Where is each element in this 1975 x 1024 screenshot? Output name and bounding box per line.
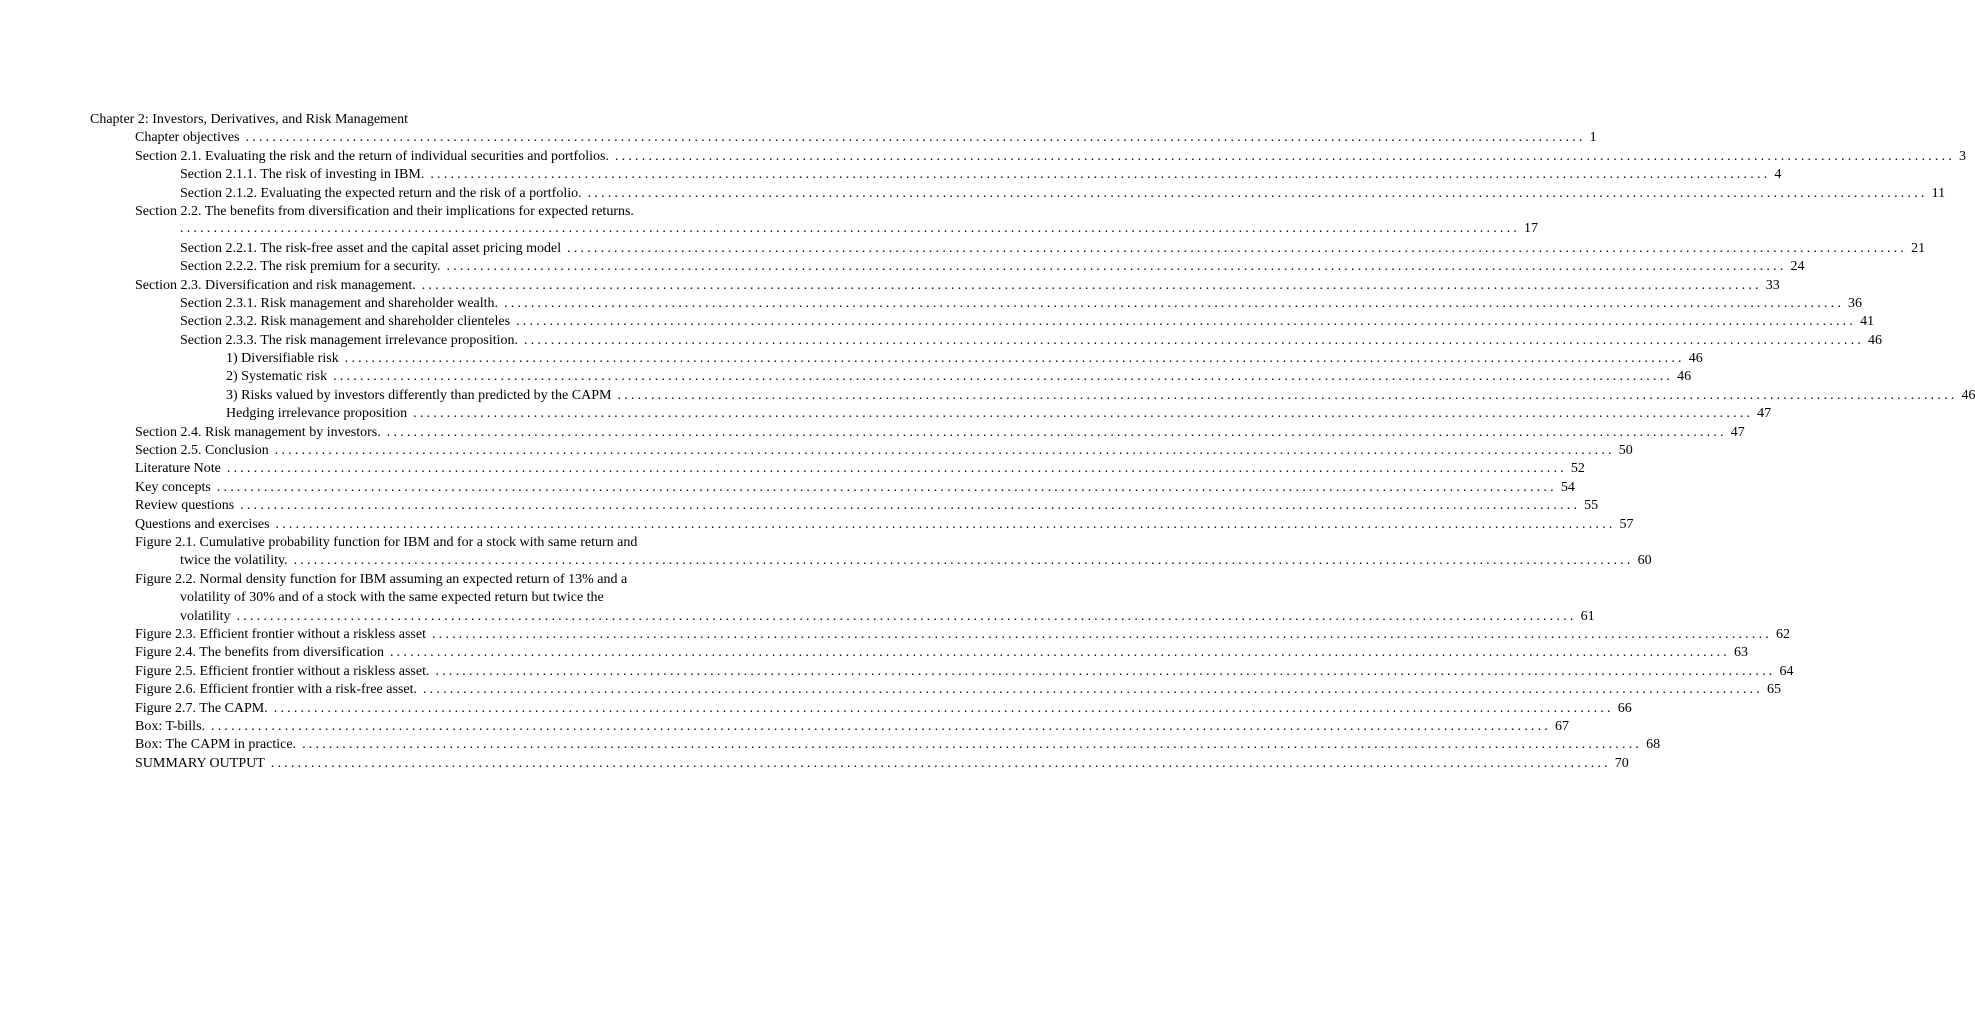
toc-entry-figure-2-2-cont2 <box>90 608 1595 626</box>
toc-page-number: 46 <box>1677 369 1692 385</box>
toc-entry-text: Figure 2.1. Cumulative probability function for IBM and for a stock with same return and <box>135 534 638 550</box>
toc-entry-section-2-2-1 <box>90 240 1926 258</box>
toc-entry-section-2-3-2 <box>90 313 1875 331</box>
toc-entry-text: twice the volatility. <box>180 553 288 569</box>
toc-page-number: 36 <box>1848 295 1863 311</box>
toc-page-number: 17 <box>1524 221 1538 237</box>
toc-page-number: 1 <box>1589 130 1597 146</box>
toc-page-number: 46 <box>1867 332 1882 348</box>
toc-entry-text: Literature Note <box>135 461 221 477</box>
toc-page-number: 65 <box>1766 682 1781 698</box>
toc-entry-figure-2-3 <box>90 626 1790 644</box>
toc-entry-figure-2-4 <box>90 644 1748 662</box>
toc-entry-text: Section 2.2. The benefits from diversification and their implications for expected returns. <box>135 203 634 219</box>
toc-page-number: 47 <box>1730 424 1745 440</box>
toc-entry-section-2-2 <box>90 203 680 221</box>
toc-entry-text: Section 2.3. Diversification and risk management. <box>135 277 416 293</box>
toc-entry-section-2-3 <box>90 277 1780 295</box>
toc-entry-figure-2-5 <box>90 663 1794 681</box>
toc-entry-section-2-3-1 <box>90 295 1863 313</box>
toc-entry-section-2-2-2 <box>90 258 1805 276</box>
toc-page-number: 68 <box>1646 737 1661 753</box>
toc-page-number: 4 <box>1774 167 1782 183</box>
dot-leader: ........................................................................................................................................................................................................ <box>344 351 1685 367</box>
toc-entry-text: SUMMARY OUTPUT <box>135 755 265 771</box>
toc-entry-text: Section 2.5. Conclusion <box>135 443 269 459</box>
toc-entry-text: 2) Systematic risk <box>226 369 328 385</box>
toc-entry-figure-2-2 <box>90 571 680 589</box>
dot-leader: ........................................................................................................................................................................................................ <box>504 295 1845 311</box>
toc-entry-text: Key concepts <box>135 479 211 495</box>
toc-entry-box-t-bills <box>90 718 1570 736</box>
toc-entry-section-2-3-3 <box>90 332 1882 350</box>
toc-entry-figure-2-7 <box>90 700 1632 718</box>
toc-page-number: 11 <box>1931 185 1946 201</box>
dot-leader: ........................................................................................................................................................................................................ <box>333 369 1674 385</box>
toc-entry-text: Figure 2.3. Efficient frontier without a riskless asset <box>135 626 426 642</box>
toc-entry-box-capm-in-practice <box>90 736 1661 754</box>
toc-page-number: 24 <box>1790 259 1805 275</box>
toc-entry-diversifiable-risk <box>90 350 1703 368</box>
toc-entry-text: Section 2.2.2. The risk premium for a security. <box>180 259 441 275</box>
toc-page-number: 50 <box>1618 443 1633 459</box>
dot-leader: ........................................................................................................................................................................................................ <box>422 682 1763 698</box>
toc-page-number: 64 <box>1779 663 1794 679</box>
toc-page-number: 47 <box>1757 406 1772 422</box>
toc-entry-text: Section 2.3.1. Risk management and shareholder wealth. <box>180 295 499 311</box>
dot-leader: ........................................................................................................................................................................................................ <box>302 737 1643 753</box>
toc-page-number: 60 <box>1637 553 1652 569</box>
toc-entry-risks-valued <box>90 387 1975 405</box>
dot-leader: ........................................................................................................................................................................................................ <box>421 277 1762 293</box>
toc-entry-text: Section 2.4. Risk management by investors. <box>135 424 381 440</box>
toc-entry-systematic-risk <box>90 368 1692 386</box>
toc-entry-text: Review questions <box>135 498 235 514</box>
dot-leader: ........................................................................................................................................................................................................ <box>275 516 1616 532</box>
toc-entry-key-concepts <box>90 479 1575 497</box>
toc-entry-text: Figure 2.4. The benefits from diversification <box>135 645 384 661</box>
toc-page-number: 3 <box>1958 148 1966 164</box>
toc-page-number: 41 <box>1860 314 1875 330</box>
toc-entry-text: 3) Risks valued by investors differently than predicted by the CAPM <box>226 387 612 403</box>
toc-entry-text: 1) Diversifiable risk <box>226 351 339 367</box>
toc-entry-text: Section 2.3.3. The risk management irrelevance proposition. <box>180 332 518 348</box>
toc-entry-section-2-1 <box>90 148 1966 166</box>
dot-leader: ........................................................................................................................................................................................................ <box>587 185 1928 201</box>
dot-leader: ........................................................................................................................................................................................................ <box>236 608 1577 624</box>
dot-leader: ........................................................................................................................................................................................................ <box>216 479 1557 495</box>
toc-page-number: 46 <box>1961 387 1975 403</box>
toc-entry-text: Hedging irrelevance proposition <box>226 406 408 422</box>
toc-entry-text: Figure 2.2. Normal density function for IBM assuming an expected return of 13% and a <box>135 571 628 587</box>
toc-entry-literature-note <box>90 460 1585 478</box>
toc-page-number: 55 <box>1584 498 1599 514</box>
toc-entry-text: Box: T-bills. <box>135 718 206 734</box>
toc-entry-hedging-irrelevance <box>90 405 1772 423</box>
dot-leader: ........................................................................................................................................................................................................ <box>446 259 1787 275</box>
toc-entry-text: Questions and exercises <box>135 516 270 532</box>
toc-entry-figure-2-1 <box>90 534 680 552</box>
dot-leader: ........................................................................................................................................................................................................ <box>273 700 1614 716</box>
dot-leader: ........................................................................................................................................................................................................ <box>211 718 1552 734</box>
toc-entry-section-2-1-2 <box>90 185 1946 203</box>
toc-entry-text: volatility of 30% and of a stock with the same expected return but twice the <box>180 590 604 606</box>
dot-leader: ........................................................................................................................................................................................................ <box>523 332 1864 348</box>
dot-leader: ........................................................................................................................................................................................................ <box>270 755 1611 771</box>
dot-leader: ........................................................................................................................................................................................................ <box>389 645 1730 661</box>
toc-entry-text: Figure 2.6. Efficient frontier with a risk-free asset. <box>135 682 417 698</box>
dot-leader: ........................................................................................................................................................................................................ <box>567 240 1908 256</box>
toc-entry-text: Section 2.2.1. The risk-free asset and the capital asset pricing model <box>180 240 562 256</box>
chapter-title: Chapter 2: Investors, Derivatives, and Risk Management <box>90 112 409 127</box>
toc-page-number: 70 <box>1614 755 1629 771</box>
toc-entry-figure-2-6 <box>90 681 1781 699</box>
toc-entry-text: Figure 2.7. The CAPM. <box>135 700 268 716</box>
dot-leader: ........................................................................................................................................................................................................ <box>435 663 1776 679</box>
toc-entry-section-2-4 <box>90 424 1745 442</box>
toc-page-number: 21 <box>1911 240 1926 256</box>
toc-entry-text: Section 2.1.2. Evaluating the expected return and the risk of a portfolio. <box>180 185 582 201</box>
toc-entry-summary-output <box>90 755 1629 773</box>
toc-page-number: 66 <box>1617 700 1632 716</box>
toc-entry-text: Chapter objectives <box>135 130 240 146</box>
toc-entry-text: Section 2.3.2. Risk management and shareholder clienteles <box>180 314 511 330</box>
dot-leader: ........................................................................................................................................................................................................ <box>274 443 1615 459</box>
toc-entry-review-questions <box>90 497 1599 515</box>
toc-entry-text: Figure 2.5. Efficient frontier without a riskless asset. <box>135 663 430 679</box>
table-of-contents <box>90 111 1975 773</box>
toc-page-number: 54 <box>1560 479 1575 495</box>
toc-entry-text: volatility <box>180 608 231 624</box>
toc-entry-section-2-5 <box>90 442 1633 460</box>
dot-leader: ........................................................................................................................................................................................................ <box>240 498 1581 514</box>
dot-leader: ........................................................................................................................................................................................................ <box>516 314 1857 330</box>
toc-entry-text: Section 2.1. Evaluating the risk and the return of individual securities and portfolios. <box>135 148 609 164</box>
toc-page-number: 61 <box>1580 608 1595 624</box>
toc-entry-chapter-objectives <box>90 129 1597 147</box>
toc-page-number: 62 <box>1775 626 1790 642</box>
toc-page-number: 52 <box>1570 461 1585 477</box>
dot-leader: ........................................................................................................................................................................................................ <box>617 387 1958 403</box>
toc-page-number: 33 <box>1765 277 1780 293</box>
dot-leader: ........................................................................................................................................................................................................ <box>413 406 1754 422</box>
toc-entry-text: Box: The CAPM in practice. <box>135 737 297 753</box>
toc-entry-figure-2-2-cont <box>90 589 680 607</box>
toc-page-number: 57 <box>1619 516 1634 532</box>
toc-entry-text: Section 2.1.1. The risk of investing in IBM. <box>180 167 425 183</box>
dot-leader: ........................................................................................................................................................................................................ <box>180 221 1520 237</box>
toc-page-number: 63 <box>1733 645 1748 661</box>
toc-page-number: 67 <box>1555 718 1570 734</box>
dot-leader: ........................................................................................................................................................................................................ <box>430 167 1771 183</box>
toc-entry-figure-2-1-cont <box>90 552 1652 570</box>
dot-leader: ........................................................................................................................................................................................................ <box>431 626 1772 642</box>
toc-entry-questions-and-exercises <box>90 516 1634 534</box>
toc-entry-section-2-1-1 <box>90 166 1782 184</box>
dot-leader: ........................................................................................................................................................................................................ <box>614 148 1955 164</box>
dot-leader: ........................................................................................................................................................................................................ <box>386 424 1727 440</box>
dot-leader: ........................................................................................................................................................................................................ <box>245 130 1586 146</box>
dot-leader: ........................................................................................................................................................................................................ <box>293 553 1634 569</box>
toc-page-number: 46 <box>1688 351 1703 367</box>
dot-leader: ........................................................................................................................................................................................................ <box>226 461 1567 477</box>
toc-entry-section-2-2-leader <box>90 221 1538 239</box>
